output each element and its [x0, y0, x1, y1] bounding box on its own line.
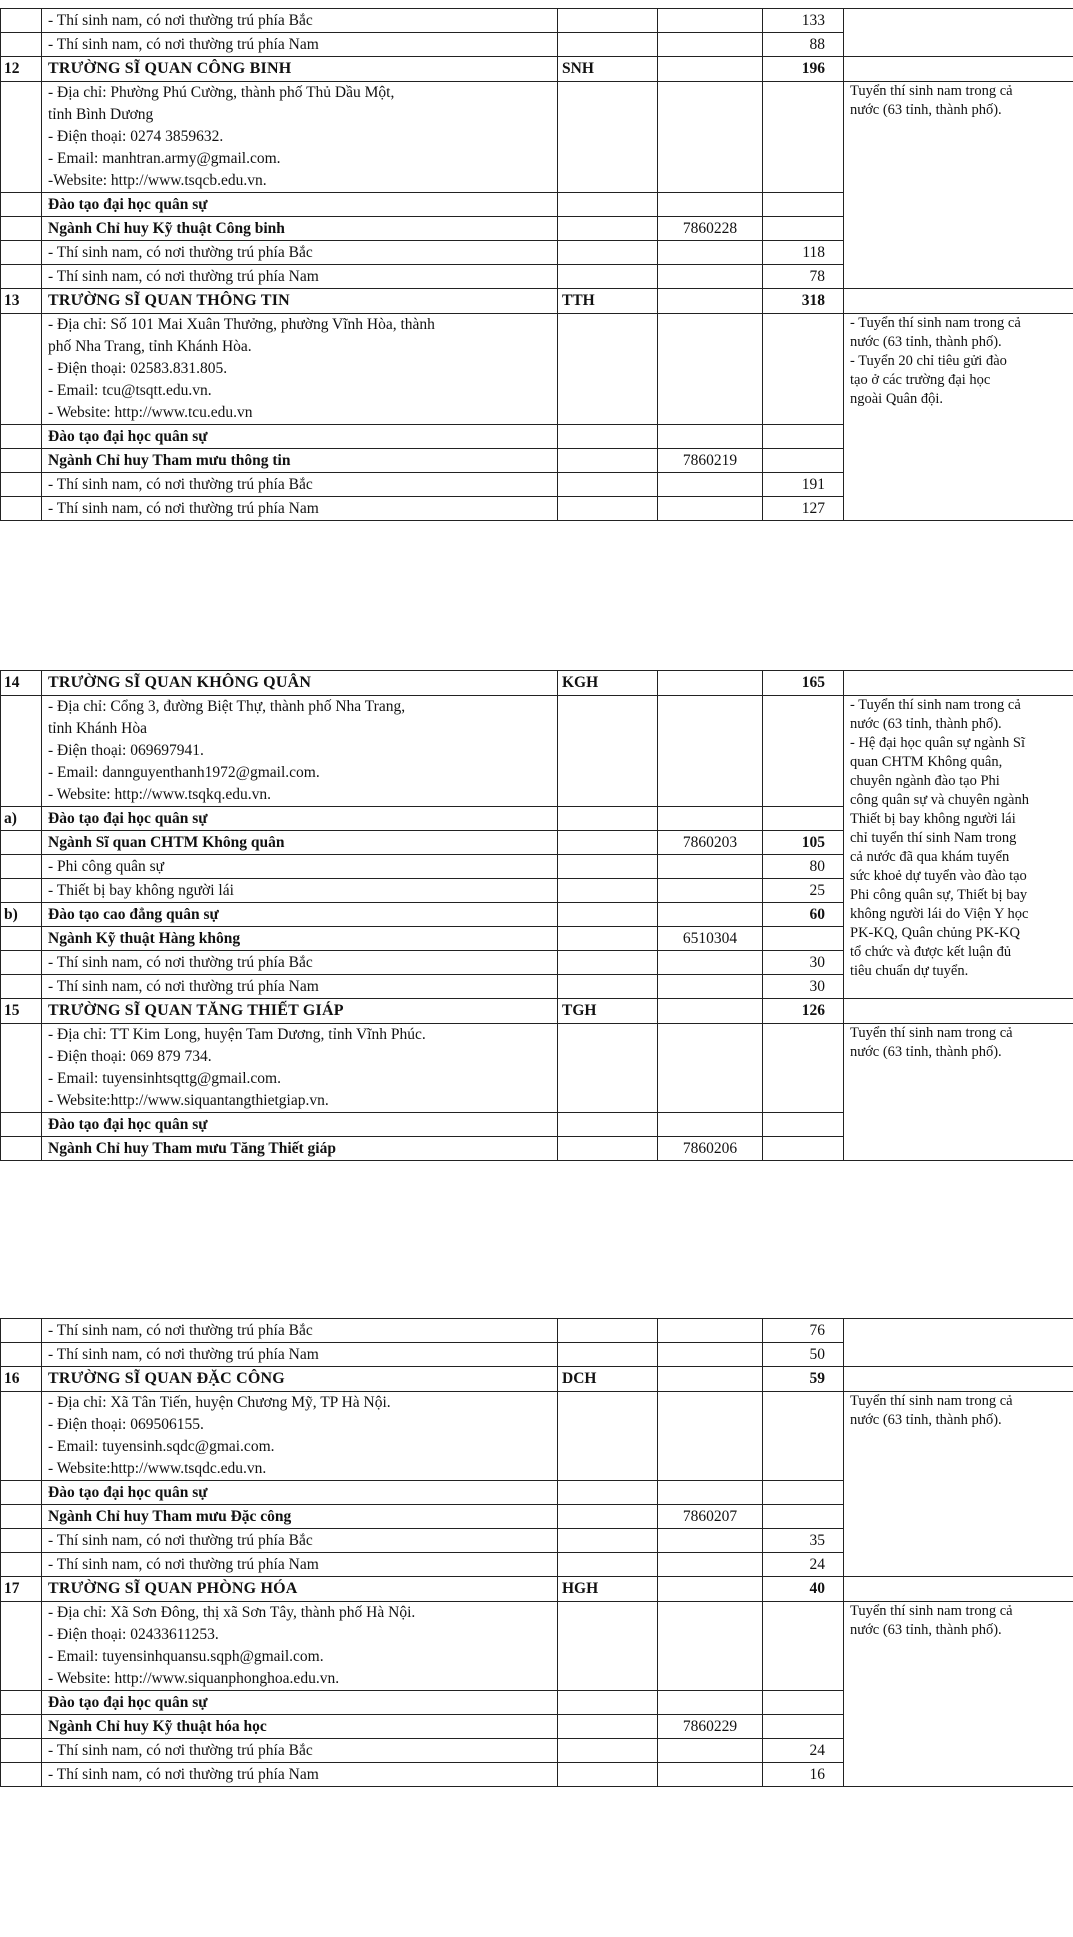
row-label: - Thí sinh nam, có nơi thường trú phía Bắc: [42, 1319, 558, 1343]
school-info-row: [1, 1024, 1073, 1113]
note-line: chỉ tuyển thí sinh Nam trong: [850, 830, 1017, 846]
school-name: TRƯỜNG SĨ QUAN CÔNG BINH: [42, 57, 558, 82]
school-code: KGH: [558, 671, 658, 696]
table-row: [1, 1319, 1073, 1343]
school-header-row: [1, 1577, 1073, 1602]
school-number: 15: [1, 999, 42, 1024]
school-total: 196: [763, 57, 844, 82]
row-label: - Thí sinh nam, có nơi thường trú phía Nam: [42, 497, 558, 521]
phone-line: - Điện thoại: 069697941.: [48, 742, 204, 759]
school-note: [844, 1392, 1073, 1577]
row-count: 78: [763, 265, 844, 289]
school-total: 126: [763, 999, 844, 1024]
row-label: - Thí sinh nam, có nơi thường trú phía Nam: [42, 33, 558, 57]
training-type: Đào tạo đại học quân sự: [42, 1481, 558, 1505]
note-line: Tuyển thí sinh nam trong cả: [850, 83, 1013, 99]
school-name: TRƯỜNG SĨ QUAN KHÔNG QUÂN: [42, 671, 558, 696]
school-info-row: [1, 82, 1073, 193]
row-count: 30: [763, 951, 844, 975]
email-line: - Email: tuyensinhtsqttg@gmail.com.: [48, 1070, 281, 1087]
phone-line: - Điện thoại: 069 879 734.: [48, 1048, 212, 1065]
row-count: 24: [763, 1553, 844, 1577]
website-line: - Website: http://www.tcu.edu.vn: [48, 404, 253, 421]
note-line: nước (63 tỉnh, thành phố).: [850, 334, 1002, 350]
note-line: Phi công quân sự, Thiết bị bay: [850, 887, 1028, 903]
admission-table-part-2: [0, 670, 1073, 1161]
school-contact-info: [42, 1602, 558, 1691]
school-info-row: [1, 1602, 1073, 1691]
email-line: - Email: manhtran.army@gmail.com.: [48, 150, 281, 167]
row-label: - Phi công quân sự: [42, 855, 558, 879]
note-line: nước (63 tỉnh, thành phố).: [850, 1044, 1002, 1060]
school-number: 17: [1, 1577, 42, 1602]
school-number: 16: [1, 1367, 42, 1392]
note-line: ngoài Quân đội.: [850, 391, 944, 407]
row-label: - Thí sinh nam, có nơi thường trú phía Nam: [42, 1343, 558, 1367]
phone-line: - Điện thoại: 02583.831.805.: [48, 360, 228, 377]
school-number: 14: [1, 671, 42, 696]
row-label: - Thí sinh nam, có nơi thường trú phía Bắc: [42, 241, 558, 265]
training-type: Đào tạo đại học quân sự: [42, 1691, 558, 1715]
website-line: -Website: http://www.tsqcb.edu.vn.: [48, 172, 267, 189]
note-line: công quân sự và chuyên ngành: [850, 792, 1029, 808]
school-header-row: [1, 671, 1073, 696]
row-label: - Thí sinh nam, có nơi thường trú phía Nam: [42, 1763, 558, 1787]
website-line: - Website: http://www.tsqkq.edu.vn.: [48, 786, 272, 803]
note-line: nước (63 tỉnh, thành phố).: [850, 102, 1002, 118]
note-line: Tuyển thí sinh nam trong cả: [850, 1025, 1013, 1041]
website-line: - Website:http://www.tsqdc.edu.vn.: [48, 1460, 267, 1477]
major-code: 7860203: [658, 831, 763, 855]
major-name: Ngành Chỉ huy Kỹ thuật Công binh: [42, 217, 558, 241]
row-count: 24: [763, 1739, 844, 1763]
school-code: TTH: [558, 289, 658, 314]
major-name: Ngành Kỹ thuật Hàng không: [42, 927, 558, 951]
note-line: PK-KQ, Quân chủng PK-KQ: [850, 925, 1020, 941]
note-line: cả nước đã qua khám tuyển: [850, 849, 1010, 865]
address-line: - Địa chỉ: TT Kim Long, huyện Tam Dương, tỉnh Vĩnh Phúc.: [48, 1026, 426, 1043]
row-count: 80: [763, 855, 844, 879]
row-label: - Thí sinh nam, có nơi thường trú phía Bắc: [42, 1529, 558, 1553]
school-total: 165: [763, 671, 844, 696]
school-number: 13: [1, 289, 42, 314]
major-code: 7860207: [658, 1505, 763, 1529]
school-contact-info: [42, 696, 558, 807]
major-code: 7860219: [658, 449, 763, 473]
phone-line: - Điện thoại: 0274 3859632.: [48, 128, 224, 145]
address-line: - Địa chỉ: Xã Sơn Đông, thị xã Sơn Tây, thành phố Hà Nội.: [48, 1604, 416, 1621]
email-line: - Email: dannguyenthanh1972@gmail.com.: [48, 764, 320, 781]
school-info-row: [1, 696, 1073, 807]
row-label: - Thí sinh nam, có nơi thường trú phía Nam: [42, 265, 558, 289]
phone-line: - Điện thoại: 069506155.: [48, 1416, 204, 1433]
row-label: - Thí sinh nam, có nơi thường trú phía Bắc: [42, 9, 558, 33]
major-code: 7860228: [658, 217, 763, 241]
school-name: TRƯỜNG SĨ QUAN ĐẶC CÔNG: [42, 1367, 558, 1392]
note-line: - Hệ đại học quân sự ngành Sĩ: [850, 735, 1025, 751]
note-line: - Tuyển thí sinh nam trong cả: [850, 315, 1021, 331]
major-code: 6510304: [658, 927, 763, 951]
email-line: - Email: tuyensinhquansu.sqph@gmail.com.: [48, 1648, 324, 1665]
training-type: Đào tạo đại học quân sự: [42, 193, 558, 217]
row-count: 76: [763, 1319, 844, 1343]
school-note: [844, 696, 1073, 999]
school-code: SNH: [558, 57, 658, 82]
school-total: 40: [763, 1577, 844, 1602]
address-line: phố Nha Trang, tỉnh Khánh Hòa.: [48, 338, 252, 355]
row-count: 16: [763, 1763, 844, 1787]
training-type: Đào tạo đại học quân sự: [42, 1113, 558, 1137]
note-line: Thiết bị bay không người lái: [850, 811, 1016, 827]
row-label: - Thí sinh nam, có nơi thường trú phía Nam: [42, 1553, 558, 1577]
training-total: 60: [763, 903, 844, 927]
major-code: 7860206: [658, 1137, 763, 1161]
email-line: - Email: tcu@tsqtt.edu.vn.: [48, 382, 212, 399]
school-info-row: [1, 1392, 1073, 1481]
note-line: Tuyển thí sinh nam trong cả: [850, 1603, 1013, 1619]
row-count: 191: [763, 473, 844, 497]
school-name: TRƯỜNG SĨ QUAN THÔNG TIN: [42, 289, 558, 314]
school-name: TRƯỜNG SĨ QUAN PHÒNG HÓA: [42, 1577, 558, 1602]
address-line: - Địa chỉ: Phường Phú Cường, thành phố Thủ Dầu Một,: [48, 84, 395, 101]
website-line: - Website: http://www.siquanphonghoa.edu.vn.: [48, 1670, 340, 1687]
row-count: 127: [763, 497, 844, 521]
table-row: [1, 9, 1073, 33]
address-line: tỉnh Bình Dương: [48, 106, 154, 123]
school-header-row: [1, 289, 1073, 314]
address-line: - Địa chỉ: Cổng 3, đường Biệt Thự, thành phố Nha Trang,: [48, 698, 406, 715]
part-label: b): [1, 903, 42, 927]
school-name: TRƯỜNG SĨ QUAN TĂNG THIẾT GIÁP: [42, 999, 558, 1024]
row-label: - Thí sinh nam, có nơi thường trú phía Bắc: [42, 1739, 558, 1763]
note-line: chuyên ngành đào tạo Phi: [850, 773, 1000, 789]
admission-table-part-3: [0, 1318, 1073, 1787]
training-type: Đào tạo cao đẳng quân sự: [42, 903, 558, 927]
school-contact-info: [42, 1024, 558, 1113]
note-line: không người lái do Viện Y học: [850, 906, 1029, 922]
school-note: [844, 82, 1073, 289]
school-contact-info: [42, 1392, 558, 1481]
training-type: Đào tạo đại học quân sự: [42, 425, 558, 449]
school-code: DCH: [558, 1367, 658, 1392]
training-type: Đào tạo đại học quân sự: [42, 807, 558, 831]
row-count: 88: [763, 33, 844, 57]
address-line: - Địa chỉ: Xã Tân Tiến, huyện Chương Mỹ, TP Hà Nội.: [48, 1394, 391, 1411]
note-line: nước (63 tỉnh, thành phố).: [850, 1412, 1002, 1428]
note-line: tiêu chuẩn dự tuyển.: [850, 963, 969, 979]
note-line: quan CHTM Không quân,: [850, 754, 1003, 770]
school-info-row: [1, 314, 1073, 425]
note-line: - Tuyển 20 chỉ tiêu gửi đào: [850, 353, 1007, 369]
phone-line: - Điện thoại: 02433611253.: [48, 1626, 219, 1643]
school-number: 12: [1, 57, 42, 82]
major-total: 105: [763, 831, 844, 855]
address-line: tỉnh Khánh Hòa: [48, 720, 148, 737]
row-count: 35: [763, 1529, 844, 1553]
school-note: [844, 1024, 1073, 1161]
row-count: 25: [763, 879, 844, 903]
school-header-row: [1, 57, 1073, 82]
major-name: Ngành Chỉ huy Tham mưu Tăng Thiết giáp: [42, 1137, 558, 1161]
row-label: - Thí sinh nam, có nơi thường trú phía Bắc: [42, 951, 558, 975]
major-name: Ngành Chỉ huy Tham mưu thông tin: [42, 449, 558, 473]
row-label: - Thiết bị bay không người lái: [42, 879, 558, 903]
major-code: 7860229: [658, 1715, 763, 1739]
major-name: Ngành Chỉ huy Kỹ thuật hóa học: [42, 1715, 558, 1739]
school-note: [844, 314, 1073, 521]
school-header-row: [1, 999, 1073, 1024]
note-line: nước (63 tỉnh, thành phố).: [850, 716, 1002, 732]
note-line: Tuyển thí sinh nam trong cả: [850, 1393, 1013, 1409]
major-name: Ngành Chỉ huy Tham mưu Đặc công: [42, 1505, 558, 1529]
major-name: Ngành Sĩ quan CHTM Không quân: [42, 831, 558, 855]
school-header-row: [1, 1367, 1073, 1392]
school-total: 318: [763, 289, 844, 314]
school-contact-info: [42, 314, 558, 425]
admission-table-part-1: [0, 8, 1073, 521]
row-count: 50: [763, 1343, 844, 1367]
note-line: nước (63 tỉnh, thành phố).: [850, 1622, 1002, 1638]
school-code: TGH: [558, 999, 658, 1024]
row-count: 133: [763, 9, 844, 33]
school-code: HGH: [558, 1577, 658, 1602]
website-line: - Website:http://www.siquantangthietgiap.vn.: [48, 1092, 329, 1109]
part-label: a): [1, 807, 42, 831]
note-line: tổ chức và được kết luận đủ: [850, 944, 1012, 960]
note-line: tạo ở các trường đại học: [850, 372, 991, 388]
row-label: - Thí sinh nam, có nơi thường trú phía Bắc: [42, 473, 558, 497]
row-count: 30: [763, 975, 844, 999]
school-contact-info: [42, 82, 558, 193]
row-count: 118: [763, 241, 844, 265]
note-line: - Tuyển thí sinh nam trong cả: [850, 697, 1021, 713]
row-label: - Thí sinh nam, có nơi thường trú phía Nam: [42, 975, 558, 999]
address-line: - Địa chỉ: Số 101 Mai Xuân Thưởng, phường Vĩnh Hòa, thành: [48, 316, 435, 333]
school-note: [844, 1602, 1073, 1787]
school-total: 59: [763, 1367, 844, 1392]
email-line: - Email: tuyensinh.sqdc@gmai.com.: [48, 1438, 275, 1455]
note-line: sức khoẻ dự tuyển vào đào tạo: [850, 868, 1027, 884]
